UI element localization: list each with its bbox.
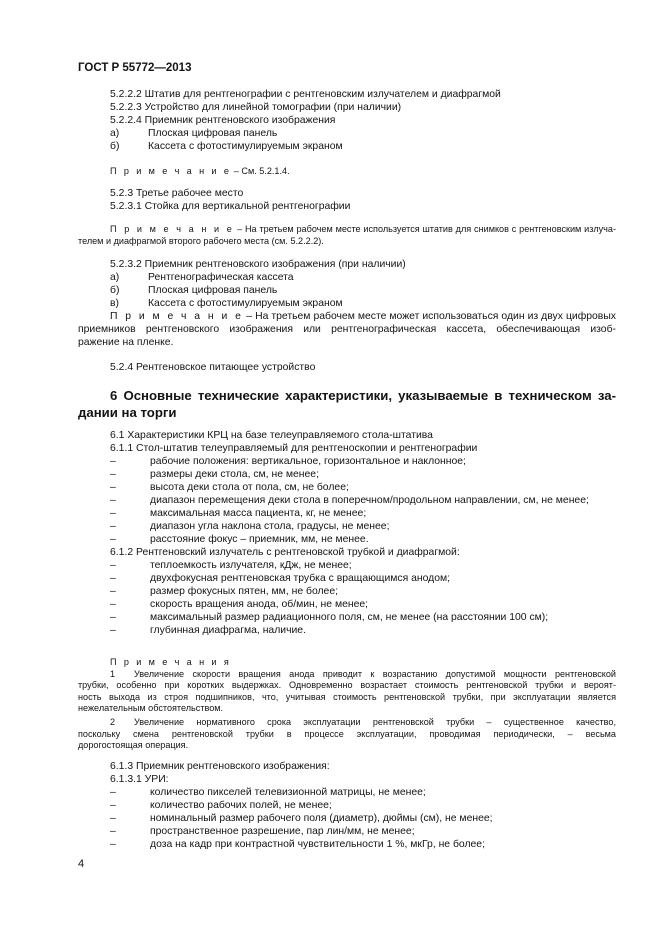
note-text: – На третьем рабочем месте может использоваться один из двух цифровых xyxy=(243,311,616,322)
note-text: дорогостоящая операция. xyxy=(78,740,189,751)
list-item: – диапазон угла наклона стола, градусы, не менее; xyxy=(110,521,390,532)
clause-6-1: 6.1 Характеристики КРЦ на базе телеуправляемого стола-штатива xyxy=(110,430,433,441)
list-item: б) Плоская цифровая панель xyxy=(110,285,278,296)
document-header: ГОСТ Р 55772—2013 xyxy=(78,62,192,74)
note-2 xyxy=(78,224,616,247)
note-text: нежелательным обстоятельством. xyxy=(78,703,224,714)
list-item: – максимальная масса пациента, кг, не менее; xyxy=(110,508,367,519)
section-6-1 xyxy=(78,429,616,637)
note-text: трубки, особенно при коротких выдержках. Одновременно возрастает стоимость рентгеновской трубки и вероят- xyxy=(78,680,616,691)
section-5-2-3 xyxy=(78,187,616,213)
section-5-2-2 xyxy=(78,88,616,153)
list-item: а) Плоская цифровая панель xyxy=(110,128,278,139)
note-1 xyxy=(78,166,616,178)
clause-6-1-1: 6.1.1 Стол-штатив телеуправляемый для рентгеноскопии и рентгенографии xyxy=(110,443,478,454)
list-item: – расстояние фокус – приемник, мм, не менее. xyxy=(110,534,369,545)
section-6-1-3 xyxy=(78,760,616,851)
page-number: 4 xyxy=(78,858,85,870)
note-text: поскольку смена рентгеновской трубки в процессе эксплуатации, проводимая периодически, – весьма xyxy=(78,728,616,739)
list-item: – максимальный размер радиационного поля, см, не менее (на расстоянии 100 см); xyxy=(110,612,549,623)
note-text: Увеличение скорости вращения анода приводит к возрастанию допустимой мощности рентгеновской xyxy=(134,668,616,679)
list-item: – доза на кадр при контрастной чувствительности 1 %, мкГр, не более; xyxy=(110,839,485,850)
list-item: в) Кассета с фотостимулируемым экраном xyxy=(110,298,343,309)
notes-block xyxy=(78,657,616,752)
note-number: 1 xyxy=(110,668,116,679)
note-text: ность выхода из строя подшипников, что, учитывая стоимость рентгеновской трубки, при эксплуатации является xyxy=(78,691,616,702)
clause-6-1-3-1: 6.1.3.1 УРИ: xyxy=(110,774,169,785)
clause-5-2-3: 5.2.3 Третье рабочее место xyxy=(110,188,244,199)
clause-5-2-2-2: 5.2.2.2 Штатив для рентгенографии с рентгеновским излучателем и диафрагмой xyxy=(110,89,501,100)
notes-label: П р и м е ч а н и я xyxy=(110,657,232,667)
list-item: – номинальный размер рабочего поля (диаметр), дюймы (см), не менее; xyxy=(110,813,493,824)
note-label: П р и м е ч а н и е xyxy=(110,311,244,322)
note-number: 2 xyxy=(110,716,116,727)
list-item: – диапазон перемещения деки стола в поперечном/продольном направлении, см, не менее; xyxy=(110,495,589,506)
note-text: Увеличение нормативного срока эксплуатации рентгеновской трубки – существенное качество, xyxy=(134,716,616,727)
clause-5-2-2-3: 5.2.2.3 Устройство для линейной томографии (при наличии) xyxy=(110,102,402,113)
clause-6-1-3: 6.1.3 Приемник рентгеновского изображения: xyxy=(110,761,330,772)
list-item: – размер фокусных пятен, мм, не более; xyxy=(110,586,339,597)
list-item: – количество рабочих полей, не менее; xyxy=(110,800,332,811)
note-text: – См. 5.2.1.4. xyxy=(231,166,290,176)
clause-5-2-4: 5.2.4 Рентгеновское питающее устройство xyxy=(110,362,316,373)
list-item: – двухфокусная рентгеновская трубка с вращающимся анодом; xyxy=(110,573,451,584)
list-item: – теплоемкость излучателя, кДж, не менее; xyxy=(110,560,352,571)
clause-5-2-2-4: 5.2.2.4 Приемник рентгеновского изображения xyxy=(110,115,336,126)
list-item: – высота деки стола от пола, см, не более; xyxy=(110,482,349,493)
list-item: а) Рентгенографическая кассета xyxy=(110,272,294,283)
section-6-heading: 6 Основные технические характеристики, указываемые в техническом за- дании на торги xyxy=(78,388,616,420)
note-3 xyxy=(78,310,616,323)
section-5-2-4 xyxy=(78,361,616,374)
note-text: приемников рентгеновского изображения или рентгенографическая кассета, обеспечивающая изоб- xyxy=(78,324,616,335)
list-item: – скорость вращения анода, об/мин, не менее; xyxy=(110,599,369,610)
clause-6-1-2: 6.1.2 Рентгеновский излучатель с рентгеновской трубкой и диафрагмой: xyxy=(110,547,460,558)
note-text: – На третьем рабочем месте используется штатив для снимков с рентгеновским излуча- xyxy=(234,224,616,234)
note-text: телем и диафрагмой второго рабочего места (см. 5.2.2.2). xyxy=(78,235,324,246)
list-item: – пространственное разрешение, пар лин/мм, не менее; xyxy=(110,826,415,837)
clause-5-2-3-2: 5.2.3.2 Приемник рентгеновского изображения (при наличии) xyxy=(110,259,406,270)
list-item: – глубинная диафрагма, наличие. xyxy=(110,625,306,636)
note-label: П р и м е ч а н и е xyxy=(110,166,232,176)
note-label: П р и м е ч а н и е xyxy=(110,224,235,234)
section-5-2-3-2 xyxy=(78,258,616,349)
list-item: б) Кассета с фотостимулируемым экраном xyxy=(110,141,343,152)
list-item: – размеры деки стола, см, не менее; xyxy=(110,469,319,480)
list-item: – количество пикселей телевизионной матрицы, не менее; xyxy=(110,787,426,798)
list-item: – рабочие положения: вертикальное, горизонтальное и наклонное; xyxy=(110,456,466,467)
note-text: ражение на пленке. xyxy=(78,337,174,348)
clause-5-2-3-1: 5.2.3.1 Стойка для вертикальной рентгенографии xyxy=(110,201,351,212)
